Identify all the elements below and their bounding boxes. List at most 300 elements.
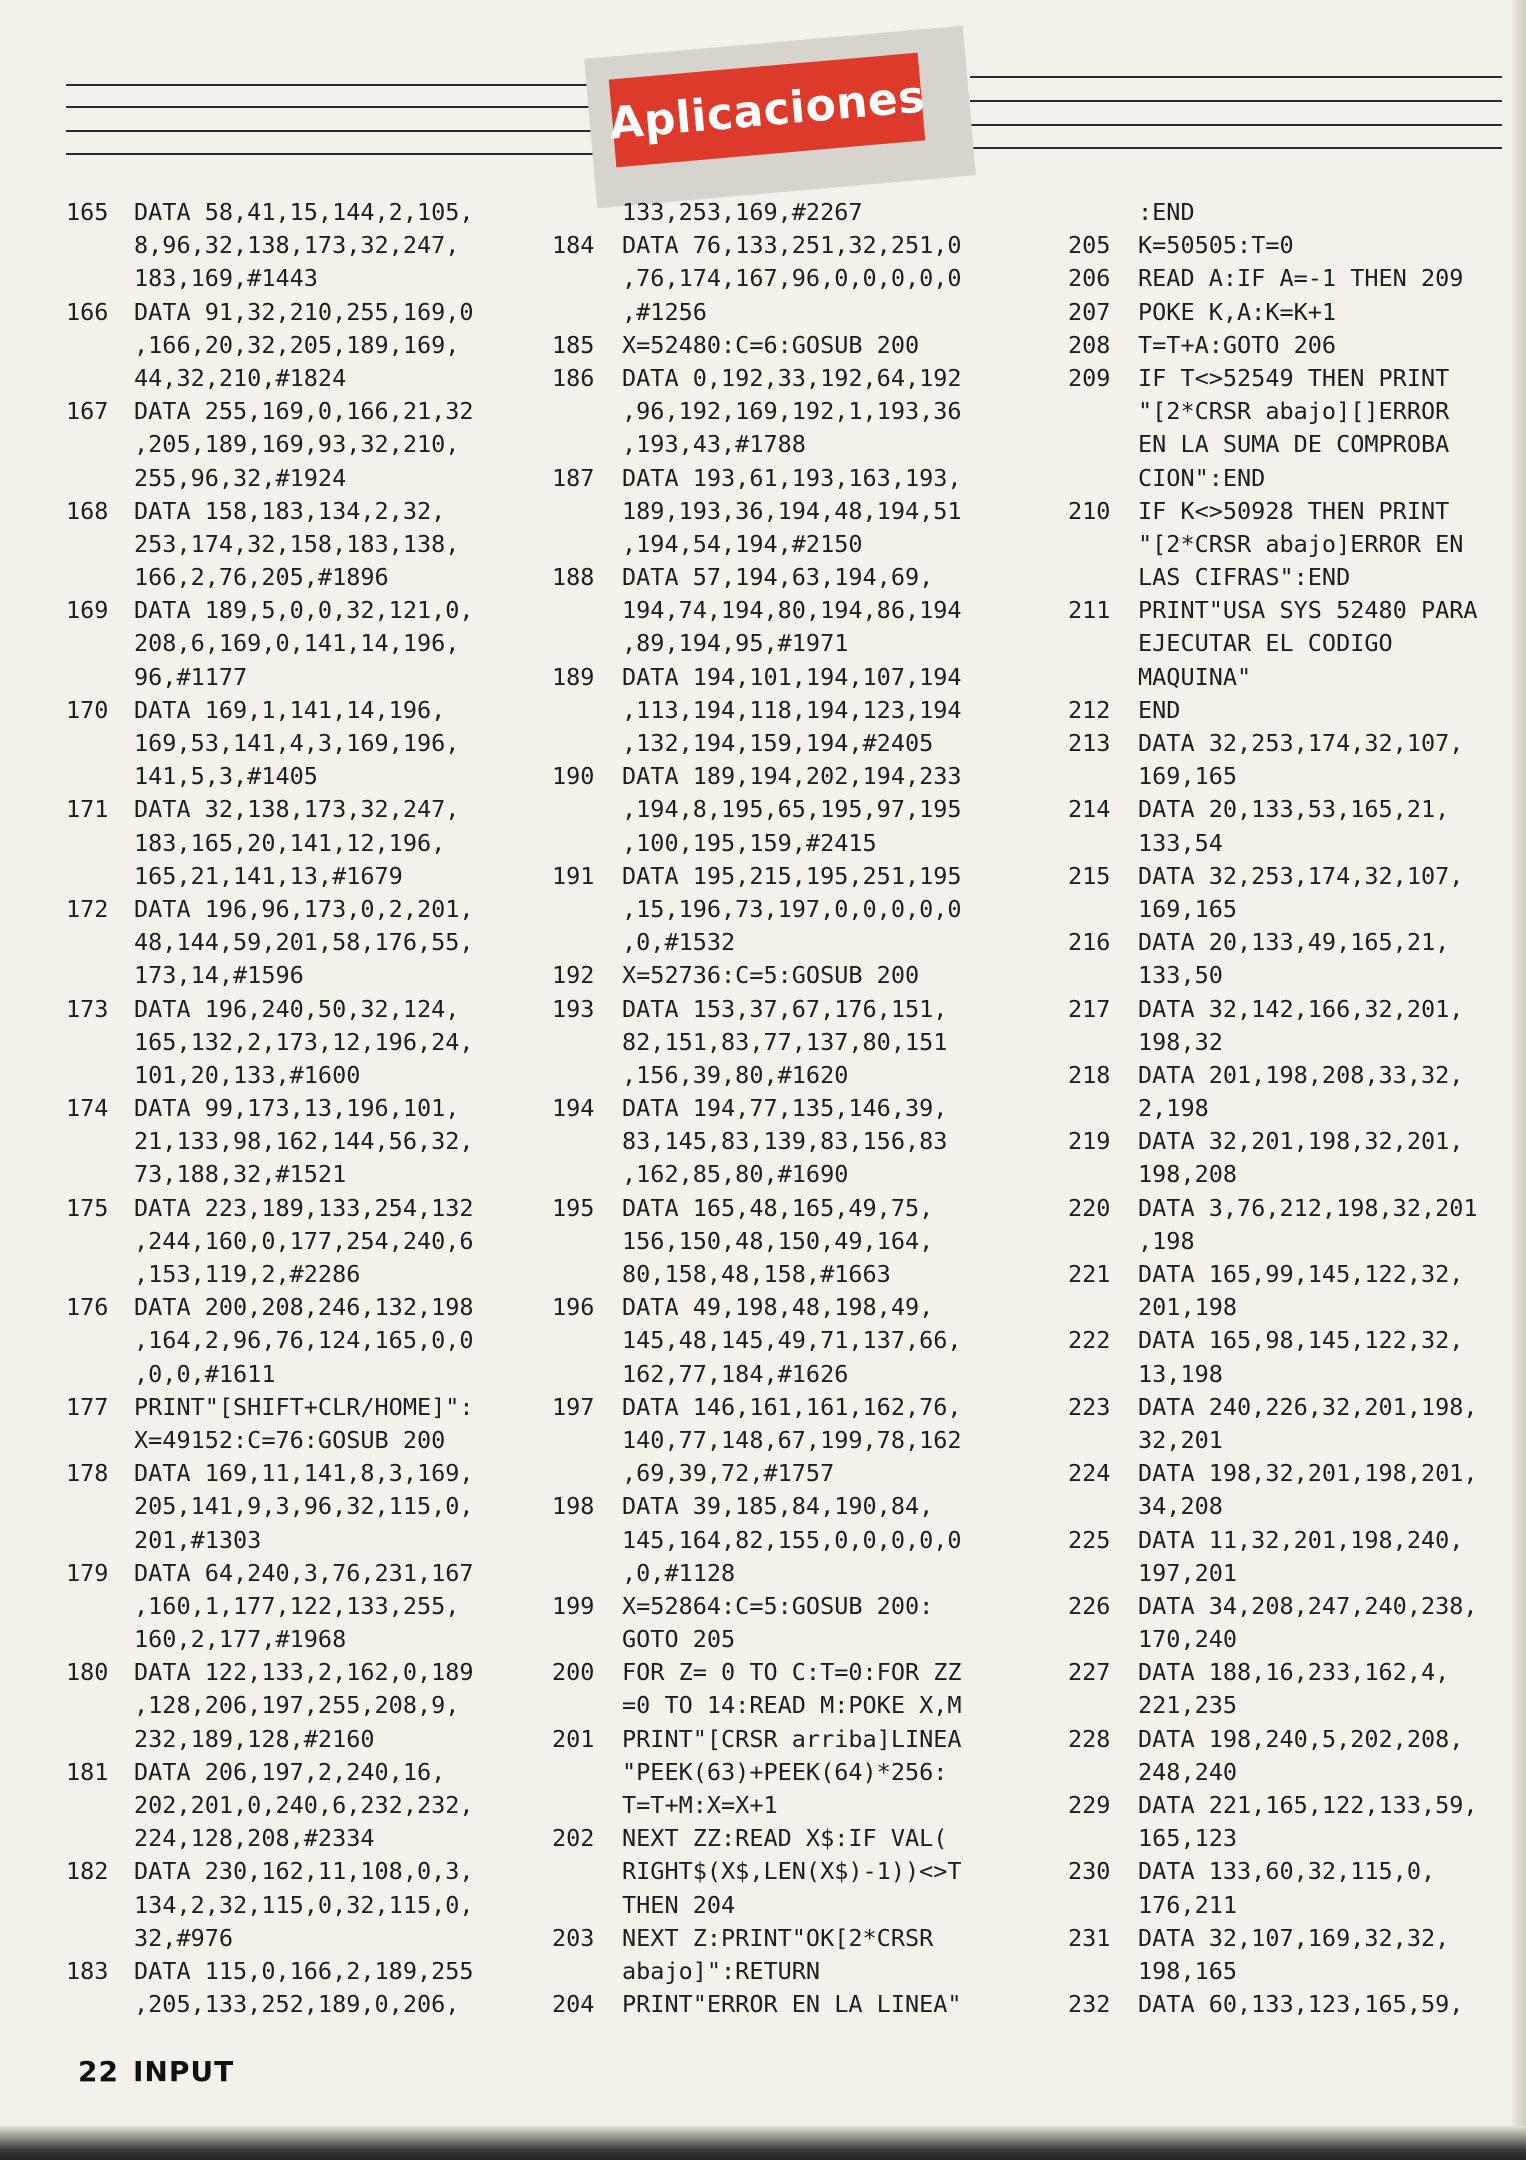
code-text: IF T<>52549 THEN PRINT: [1138, 363, 1450, 392]
code-line: [552, 1358, 1032, 1391]
header-rule: [970, 100, 1502, 102]
code-text: 224,128,208,#2334: [134, 1824, 375, 1853]
code-text: :END: [1138, 198, 1195, 226]
code-line: [66, 262, 536, 295]
line-number: 190: [552, 762, 595, 791]
line-number: 231: [1068, 1923, 1111, 1952]
code-line: [1068, 993, 1518, 1026]
code-line: [66, 1789, 536, 1822]
code-line: [66, 993, 536, 1026]
code-text: ,156,39,80,#1620: [622, 1060, 849, 1089]
code-line: [1068, 362, 1518, 395]
line-number: 185: [552, 330, 595, 359]
code-line: [66, 229, 536, 262]
line-number: 214: [1068, 795, 1111, 824]
code-text: DATA 32,138,173,32,247,: [134, 795, 460, 824]
line-number: 183: [66, 1956, 109, 1985]
code-line: [552, 1822, 1032, 1855]
code-text: 255,96,32,#1924: [134, 463, 347, 492]
code-line: [66, 627, 536, 660]
code-line: [1068, 1490, 1518, 1523]
code-text: 205,141,9,3,96,32,115,0,: [134, 1492, 474, 1521]
code-line: [66, 1756, 536, 1789]
code-line: [552, 1590, 1032, 1623]
code-text: 197,201: [1138, 1558, 1238, 1587]
code-text: 83,145,83,139,83,156,83: [622, 1127, 948, 1156]
code-line: [552, 495, 1032, 528]
code-text: DATA 169,1,141,14,196,: [134, 695, 446, 724]
code-line: [552, 1158, 1032, 1191]
code-text: ,113,194,118,194,123,194: [622, 695, 962, 724]
code-line: [552, 1557, 1032, 1590]
code-text: "[2*CRSR abajo]ERROR EN: [1138, 529, 1464, 558]
code-line: [552, 727, 1032, 760]
code-line: [1068, 694, 1518, 727]
code-text: FOR Z= 0 TO C:T=0:FOR ZZ: [622, 1658, 962, 1687]
line-number: 221: [1068, 1260, 1111, 1288]
line-number: 193: [552, 994, 595, 1023]
line-number: 191: [552, 861, 595, 890]
code-text: DATA 115,0,166,2,189,255: [134, 1956, 474, 1985]
line-number: 218: [1068, 1060, 1111, 1089]
code-line: [552, 395, 1032, 428]
code-text: DATA 195,215,195,251,195: [622, 861, 962, 890]
code-text: 198,165: [1138, 1956, 1238, 1985]
code-text: 101,20,133,#1600: [134, 1060, 361, 1089]
line-number: 197: [552, 1392, 595, 1421]
code-text: 201,#1303: [134, 1525, 262, 1554]
code-text: DATA 165,98,145,122,32,: [1138, 1326, 1464, 1355]
code-text: DATA 240,226,32,201,198,: [1138, 1392, 1478, 1421]
code-text: 166,2,76,205,#1896: [134, 563, 389, 592]
code-text: PRINT"[CRSR arriba]LINEA: [622, 1724, 962, 1753]
code-text: DATA 158,183,134,2,32,: [134, 496, 446, 525]
code-line: [66, 860, 536, 893]
line-number: 206: [1068, 264, 1111, 293]
code-line: [1068, 1026, 1518, 1059]
line-number: 174: [66, 1094, 109, 1123]
code-text: 80,158,48,158,#1663: [622, 1260, 891, 1288]
code-text: DATA 64,240,3,76,231,167: [134, 1558, 474, 1587]
code-line: [1068, 1557, 1518, 1590]
code-text: ,193,43,#1788: [622, 430, 806, 459]
code-text: DATA 196,240,50,32,124,: [134, 994, 460, 1023]
code-line: [1068, 827, 1518, 860]
code-text: 133,54: [1138, 828, 1223, 857]
code-line: [66, 694, 536, 727]
code-line: [552, 1656, 1032, 1689]
code-line: [66, 1955, 536, 1988]
code-text: DATA 58,41,15,144,2,105,: [134, 198, 474, 226]
line-number: 166: [66, 297, 109, 326]
code-line: [552, 1092, 1032, 1125]
listing-column-1: [66, 196, 536, 2021]
code-line: [552, 561, 1032, 594]
code-text: DATA 49,198,48,198,49,: [622, 1293, 934, 1322]
code-text: DATA 11,32,201,198,240,: [1138, 1525, 1464, 1554]
code-text: =0 TO 14:READ M:POKE X,M: [622, 1691, 962, 1720]
code-line: [552, 1026, 1032, 1059]
code-text: EJECUTAR EL CODIGO: [1138, 629, 1393, 658]
code-text: ,69,39,72,#1757: [622, 1459, 835, 1488]
header-rule: [970, 147, 1502, 149]
code-line: [552, 893, 1032, 926]
code-line: [1068, 428, 1518, 461]
code-line: [552, 1723, 1032, 1756]
line-number: 228: [1068, 1724, 1111, 1753]
code-text: MAQUINA": [1138, 662, 1252, 691]
code-line: [1068, 793, 1518, 826]
code-line: [552, 1391, 1032, 1424]
code-text: ,194,8,195,65,195,97,195: [622, 795, 962, 824]
code-text: DATA 165,48,165,49,75,: [622, 1193, 934, 1222]
code-line: [552, 1922, 1032, 1955]
line-number: 212: [1068, 695, 1111, 724]
code-text: DATA 133,60,32,115,0,: [1138, 1857, 1436, 1886]
code-text: 169,165: [1138, 894, 1238, 923]
code-line: [1068, 1059, 1518, 1092]
line-number: 216: [1068, 928, 1111, 957]
code-text: DATA 34,208,247,240,238,: [1138, 1591, 1478, 1620]
code-line: [1068, 1855, 1518, 1888]
code-text: 201,198: [1138, 1293, 1238, 1322]
code-line: [1068, 296, 1518, 329]
line-number: 208: [1068, 330, 1111, 359]
code-text: RIGHT$(X$,LEN(X$)-1))<>T: [622, 1857, 962, 1886]
code-line: [552, 694, 1032, 727]
line-number: 188: [552, 563, 595, 592]
code-line: [1068, 1656, 1518, 1689]
line-number: 170: [66, 695, 109, 724]
code-line: [552, 827, 1032, 860]
code-text: DATA 200,208,246,132,198: [134, 1293, 474, 1322]
code-text: ,160,1,177,122,133,255,: [134, 1591, 460, 1620]
line-number: 182: [66, 1857, 109, 1886]
code-line: [1068, 627, 1518, 660]
code-line: [552, 793, 1032, 826]
code-line: [66, 1026, 536, 1059]
code-line: [1068, 926, 1518, 959]
code-line: [1068, 1424, 1518, 1457]
code-text: DATA 188,16,233,162,4,: [1138, 1658, 1450, 1687]
code-text: T=T+A:GOTO 206: [1138, 330, 1337, 359]
code-text: ,100,195,159,#2415: [622, 828, 877, 857]
code-line: [552, 1457, 1032, 1490]
code-text: NEXT Z:PRINT"OK[2*CRSR: [622, 1923, 934, 1952]
code-line: [1068, 1092, 1518, 1125]
code-text: X=52480:C=6:GOSUB 200: [622, 330, 920, 359]
listing-column-2: [552, 196, 1032, 2021]
code-line: [552, 1955, 1032, 1988]
code-text: CION":END: [1138, 463, 1266, 492]
line-number: 202: [552, 1824, 595, 1853]
line-number: 229: [1068, 1791, 1111, 1819]
code-text: DATA 153,37,67,176,151,: [622, 994, 948, 1023]
code-line: [552, 926, 1032, 959]
code-line: [1068, 528, 1518, 561]
code-text: DATA 32,142,166,32,201,: [1138, 994, 1464, 1023]
code-text: 253,174,32,158,183,138,: [134, 529, 460, 558]
line-number: 180: [66, 1658, 109, 1687]
line-number: 213: [1068, 729, 1111, 757]
code-line: [66, 428, 536, 461]
code-text: DATA 91,32,210,255,169,0: [134, 297, 474, 326]
code-text: DATA 99,173,13,196,101,: [134, 1094, 460, 1123]
code-line: [66, 1092, 536, 1125]
code-line: [1068, 860, 1518, 893]
line-number: 223: [1068, 1392, 1111, 1421]
code-text: DATA 196,96,173,0,2,201,: [134, 894, 474, 923]
line-number: 187: [552, 463, 595, 492]
code-line: [1068, 1358, 1518, 1391]
code-text: 232,189,128,#2160: [134, 1724, 375, 1753]
line-number: 200: [552, 1658, 595, 1687]
code-text: 169,53,141,4,3,169,196,: [134, 729, 460, 757]
code-text: PRINT"USA SYS 52480 PARA: [1138, 596, 1478, 625]
line-number: 179: [66, 1558, 109, 1587]
code-text: DATA 3,76,212,198,32,201: [1138, 1193, 1478, 1222]
code-line: [1068, 1955, 1518, 1988]
line-number: 219: [1068, 1127, 1111, 1156]
code-text: ,#1256: [622, 297, 707, 326]
code-text: 170,240: [1138, 1625, 1238, 1654]
code-text: DATA 194,101,194,107,194: [622, 662, 962, 691]
line-number: 198: [552, 1492, 595, 1521]
code-line: [1068, 1158, 1518, 1191]
line-number: 175: [66, 1193, 109, 1222]
header-rule: [970, 76, 1502, 78]
code-text: DATA 194,77,135,146,39,: [622, 1094, 948, 1123]
code-line: [552, 229, 1032, 262]
line-number: 207: [1068, 297, 1111, 326]
line-number: 217: [1068, 994, 1111, 1023]
code-line: [552, 993, 1032, 1026]
code-line: [1068, 1225, 1518, 1258]
code-text: READ A:IF A=-1 THEN 209: [1138, 264, 1464, 293]
code-line: [552, 1324, 1032, 1357]
code-text: DATA 39,185,84,190,84,: [622, 1492, 934, 1521]
code-line: [1068, 1789, 1518, 1822]
code-text: abajo]":RETURN: [622, 1956, 821, 1985]
code-line: [552, 362, 1032, 395]
code-line: [552, 760, 1032, 793]
code-text: DATA 165,99,145,122,32,: [1138, 1260, 1464, 1288]
code-line: [1068, 262, 1518, 295]
code-text: ,205,133,252,189,0,206,: [134, 1990, 460, 2019]
code-text: ,194,54,194,#2150: [622, 529, 863, 558]
code-text: 248,240: [1138, 1757, 1238, 1786]
code-text: 32,#976: [134, 1923, 234, 1952]
code-line: [66, 1855, 536, 1888]
code-line: [1068, 1889, 1518, 1922]
code-text: 73,188,32,#1521: [134, 1160, 347, 1189]
line-number: 195: [552, 1193, 595, 1222]
code-text: DATA 223,189,133,254,132: [134, 1193, 474, 1222]
line-number: 204: [552, 1990, 595, 2019]
code-line: [1068, 1125, 1518, 1158]
code-text: DATA 76,133,251,32,251,0: [622, 231, 962, 260]
code-line: [1068, 1822, 1518, 1855]
code-text: 156,150,48,150,49,164,: [622, 1226, 934, 1255]
code-line: [552, 1524, 1032, 1557]
code-text: THEN 204: [622, 1890, 736, 1919]
code-line: [1068, 1988, 1518, 2021]
code-text: 32,201: [1138, 1425, 1223, 1454]
code-text: 198,208: [1138, 1160, 1238, 1189]
code-text: DATA 198,240,5,202,208,: [1138, 1724, 1464, 1753]
code-line: [66, 1324, 536, 1357]
line-number: 186: [552, 363, 595, 392]
code-text: X=52864:C=5:GOSUB 200:: [622, 1591, 934, 1620]
code-line: [552, 1225, 1032, 1258]
line-number: 225: [1068, 1525, 1111, 1554]
code-line: [1068, 1258, 1518, 1291]
code-line: [66, 827, 536, 860]
code-line: [66, 727, 536, 760]
code-line: [552, 262, 1032, 295]
line-number: 176: [66, 1293, 109, 1322]
line-number: 211: [1068, 596, 1111, 625]
code-line: [552, 1424, 1032, 1457]
code-line: [66, 1557, 536, 1590]
code-text: END: [1138, 695, 1181, 724]
code-line: [1068, 462, 1518, 495]
code-text: ,0,#1532: [622, 928, 736, 957]
line-number: 224: [1068, 1459, 1111, 1488]
code-line: [552, 959, 1032, 992]
code-line: [552, 1059, 1032, 1092]
code-text: DATA 255,169,0,166,21,32: [134, 397, 474, 426]
code-line: [552, 594, 1032, 627]
code-line: [552, 1756, 1032, 1789]
line-number: 203: [552, 1923, 595, 1952]
code-text: 183,169,#1443: [134, 264, 318, 293]
line-number: 189: [552, 662, 595, 691]
code-line: [1068, 1192, 1518, 1225]
code-line: [66, 893, 536, 926]
code-text: DATA 122,133,2,162,0,189: [134, 1658, 474, 1687]
code-text: 165,21,141,13,#1679: [134, 861, 403, 890]
line-number: 172: [66, 894, 109, 923]
code-text: DATA 57,194,63,194,69,: [622, 563, 934, 592]
code-line: [66, 362, 536, 395]
line-number: 178: [66, 1459, 109, 1488]
header-rule: [66, 153, 596, 155]
line-number: 201: [552, 1724, 595, 1753]
code-text: ,0,#1128: [622, 1558, 736, 1587]
code-text: DATA 32,107,169,32,32,: [1138, 1923, 1450, 1952]
code-line: [66, 329, 536, 362]
line-number: 169: [66, 596, 109, 625]
listing-column-3: [1068, 196, 1518, 2021]
code-line: [66, 1424, 536, 1457]
page-footer: [78, 2055, 248, 2088]
code-text: ,164,2,96,76,124,165,0,0: [134, 1326, 474, 1355]
code-text: 8,96,32,138,173,32,247,: [134, 231, 460, 260]
code-text: 173,14,#1596: [134, 961, 304, 990]
code-line: [1068, 661, 1518, 694]
code-text: 183,165,20,141,12,196,: [134, 828, 446, 857]
line-number: 209: [1068, 363, 1111, 392]
code-text: "[2*CRSR abajo][]ERROR: [1138, 397, 1450, 426]
code-line: [1068, 893, 1518, 926]
code-line: [1068, 1457, 1518, 1490]
code-text: EN LA SUMA DE COMPROBA: [1138, 430, 1450, 459]
code-line: [66, 1158, 536, 1191]
code-text: ,205,189,169,93,32,210,: [134, 430, 460, 459]
code-text: T=T+M:X=X+1: [622, 1791, 778, 1819]
code-line: [66, 1457, 536, 1490]
code-text: ,162,85,80,#1690: [622, 1160, 849, 1189]
code-line: [552, 329, 1032, 362]
code-text: DATA 0,192,33,192,64,192: [622, 363, 962, 392]
code-line: [1068, 561, 1518, 594]
code-line: [1068, 760, 1518, 793]
code-line: [66, 196, 536, 229]
line-number: 181: [66, 1757, 109, 1786]
code-text: ,15,196,73,197,0,0,0,0,0: [622, 894, 962, 923]
code-text: ,166,20,32,205,189,169,: [134, 330, 460, 359]
code-line: [552, 462, 1032, 495]
header-rule: [66, 84, 596, 86]
code-line: [1068, 329, 1518, 362]
line-number: 196: [552, 1293, 595, 1322]
code-line: [1068, 395, 1518, 428]
code-text: 165,123: [1138, 1824, 1238, 1853]
line-number: 220: [1068, 1193, 1111, 1222]
code-line: [552, 1855, 1032, 1888]
code-text: ,89,194,95,#1971: [622, 629, 849, 658]
code-line: [66, 926, 536, 959]
code-text: 82,151,83,77,137,80,151: [622, 1027, 948, 1056]
code-text: 145,164,82,155,0,0,0,0,0: [622, 1525, 962, 1554]
page-number: 22: [78, 2055, 119, 2088]
code-text: 44,32,210,#1824: [134, 363, 347, 392]
code-line: [1068, 1590, 1518, 1623]
code-text: ,244,160,0,177,254,240,6: [134, 1226, 474, 1255]
code-line: [552, 1125, 1032, 1158]
code-line: [552, 1258, 1032, 1291]
code-text: NEXT ZZ:READ X$:IF VAL(: [622, 1824, 948, 1853]
code-line: [1068, 959, 1518, 992]
code-text: 140,77,148,67,199,78,162: [622, 1425, 962, 1454]
code-text: ,76,174,167,96,0,0,0,0,0: [622, 264, 962, 293]
code-line: [552, 661, 1032, 694]
line-number: 184: [552, 231, 595, 260]
code-line: [1068, 1524, 1518, 1557]
code-text: ,153,119,2,#2286: [134, 1260, 361, 1288]
code-line: [66, 1988, 536, 2021]
code-line: [1068, 727, 1518, 760]
code-text: 2,198: [1138, 1094, 1209, 1123]
code-line: [552, 1689, 1032, 1722]
code-text: 221,235: [1138, 1691, 1238, 1720]
code-text: 160,2,177,#1968: [134, 1625, 347, 1654]
code-text: 189,193,36,194,48,194,51: [622, 496, 962, 525]
code-text: X=52736:C=5:GOSUB 200: [622, 961, 920, 990]
code-text: 133,50: [1138, 961, 1223, 990]
magazine-name: INPUT: [132, 2055, 235, 2088]
line-number: 165: [66, 198, 109, 226]
header-rule: [970, 124, 1502, 126]
code-line: [552, 1291, 1032, 1324]
code-line: [1068, 1922, 1518, 1955]
code-line: [66, 661, 536, 694]
code-text: K=50505:T=0: [1138, 231, 1294, 260]
code-text: ,132,194,159,194,#2405: [622, 729, 934, 757]
code-line: [552, 428, 1032, 461]
code-text: POKE K,A:K=K+1: [1138, 297, 1337, 326]
